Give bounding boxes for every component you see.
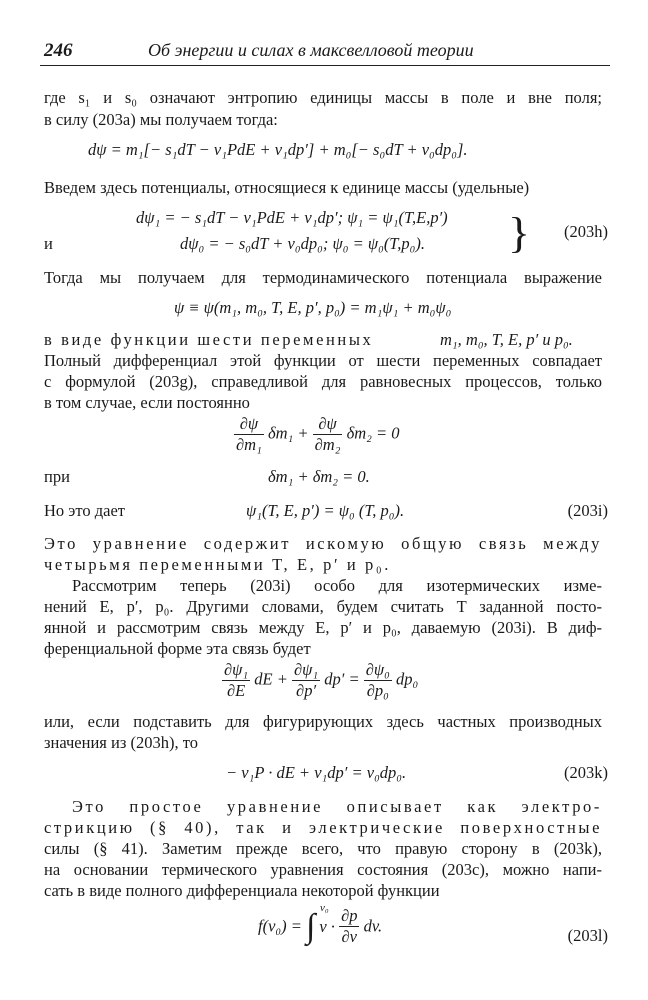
equation-term: dE + xyxy=(250,669,292,689)
text-line: где s₁ и s₀ означают энтропию единицы массы в поле и вне поля; xyxy=(44,88,602,107)
text-label: Но это дает xyxy=(44,501,125,520)
spaced-text: четырьмя переменными T, E, p′ и p₀. xyxy=(44,555,391,574)
text-line: Рассмотрим теперь (203i) особо для изотермических изме- xyxy=(72,576,602,595)
equation: dψ = m₁[− s₁dT − v₁PdE + v₁dp′] + m₀[− s₀dT + v₀dp₀]. xyxy=(88,140,468,159)
spaced-text: в виде функции шести переменных xyxy=(44,330,374,349)
equation-term: dp₀ xyxy=(391,669,419,689)
fraction xyxy=(234,414,264,455)
integral-upper-limit: v₀ xyxy=(320,901,329,914)
equation xyxy=(234,414,400,455)
equation: dψ₀ = − s₀dT + v₀dp₀; ψ₀ = ψ₀(T,p₀). xyxy=(180,234,425,253)
page-number: 246 xyxy=(44,40,73,61)
equation-number: (203l) xyxy=(567,926,608,945)
equation: ψ₁(T, E, p′) = ψ₀ (T, p₀). xyxy=(246,501,405,520)
equation: dψ₁ = − s₁dT − v₁PdE + v₁dp′; ψ₁ = ψ₁(T,E,p′) xyxy=(136,208,448,227)
text-line: Тогда мы получаем для термодинамического потенциала выражение xyxy=(44,268,602,287)
spaced-text: Это простое уравнение описывает как электро- xyxy=(72,797,602,816)
numerator: ∂ψ₁ xyxy=(224,660,249,679)
brace: } xyxy=(508,208,531,257)
text-line: значения из (203h), то xyxy=(44,733,198,752)
equation-term: δm₂ = 0 xyxy=(342,423,400,443)
equation-term: v · xyxy=(319,916,340,936)
header-rule xyxy=(40,65,610,66)
text-line: или, если подставить для фигурирующих здесь частных производных xyxy=(44,712,602,731)
equation-number: (203k) xyxy=(564,763,608,782)
text-line: силы (§ 41). Заметим прежде всего, что правую сторону в (203k), xyxy=(44,839,602,858)
equation: ψ ≡ ψ(m₁, m₀, T, E, p′, p₀) = m₁ψ₁ + m₀ψ₀ xyxy=(174,298,452,317)
text-line: ференциальной форме эта связь будет xyxy=(44,639,311,658)
text-line: янной и рассмотрим связь между E, p′ и p₀, даваемую (203i). В диф- xyxy=(44,618,602,637)
fraction xyxy=(364,660,392,701)
denominator: ∂p′ xyxy=(296,681,317,700)
spaced-text: стрикцию (§ 40), так и электрические поверхностные xyxy=(44,818,602,837)
equation xyxy=(222,660,418,701)
text-line: нений E, p′, p₀. Другими словами, будем считать T заданной посто- xyxy=(44,597,602,616)
equation: δm₁ + δm₂ = 0. xyxy=(268,467,370,486)
equation-number: (203h) xyxy=(564,222,608,241)
running-title: Об энергии и силах в максвелловой теории xyxy=(148,40,474,60)
equation-number: (203i) xyxy=(567,501,608,520)
equation-term: δm₁ + xyxy=(263,423,313,443)
denominator: ∂m₂ xyxy=(314,435,341,454)
text-line: Полный дифференциал этой функции от шести переменных совпадает xyxy=(44,351,602,370)
equation-term: dv. xyxy=(359,916,383,936)
numerator: ∂ψ xyxy=(313,414,343,435)
spaced-text: Это уравнение содержит искомую общую связь между xyxy=(44,534,602,553)
text-line: на основании термического уравнения состояния (203c), можно напи- xyxy=(44,860,602,879)
text-line: сать в виде полного дифференциала некоторой функции xyxy=(44,881,440,900)
denominator: ∂m₁ xyxy=(236,435,262,454)
fraction xyxy=(313,414,343,455)
conjunction: и xyxy=(44,234,53,253)
denominator: ∂p₀ xyxy=(366,681,389,700)
denominator: ∂v xyxy=(341,927,357,946)
fraction xyxy=(222,660,250,701)
numerator: ∂ψ₀ xyxy=(365,660,390,679)
text-line: с формулой (203g), справедливой для равновесных процессов, только xyxy=(44,372,602,391)
text-line: Введем здесь потенциалы, относящиеся к единице массы (удельные) xyxy=(44,178,530,197)
denominator: ∂E xyxy=(226,681,246,700)
equation: − v₁P · dE + v₁dp′ = v₀dp₀. xyxy=(226,763,407,782)
fraction xyxy=(339,906,359,947)
integral-sign: ∫ xyxy=(306,907,316,945)
text-line: в том случае, если постоянно xyxy=(44,393,250,412)
text-line: в силу (203a) мы получаем тогда: xyxy=(44,110,278,129)
equation-term: dp′ = xyxy=(320,669,364,689)
equation xyxy=(258,901,383,966)
equation-term: f(v₀) = xyxy=(258,916,307,936)
fraction xyxy=(292,660,320,701)
text-label: при xyxy=(44,467,70,486)
numerator: ∂ψ₁ xyxy=(293,660,319,679)
numerator: ∂p xyxy=(341,906,358,925)
text-line: m₁, m₀, T, E, p′ и p₀. xyxy=(440,330,573,349)
numerator: ∂ψ xyxy=(234,414,264,435)
